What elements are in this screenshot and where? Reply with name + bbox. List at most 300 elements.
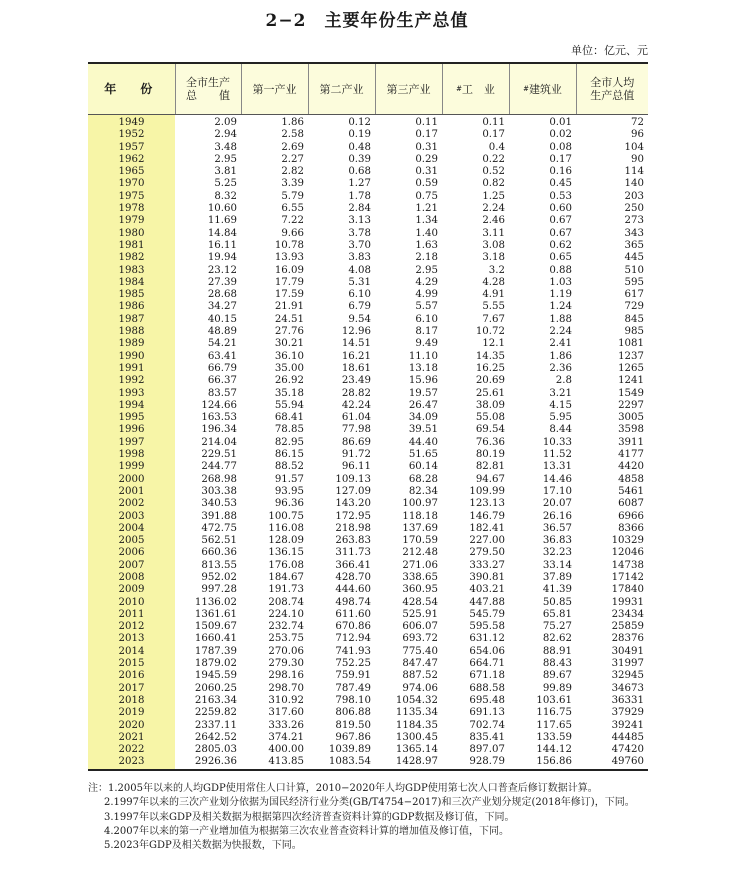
value-cell: 244.77 (201, 461, 237, 473)
col-header-construction: #建筑业 (509, 63, 576, 115)
value-cell: 100.75 (268, 510, 304, 522)
value-cell: 88.43 (542, 658, 572, 670)
value-cell: 19.94 (207, 252, 237, 264)
value-cell: 611.60 (335, 608, 371, 620)
unit-label: 单位：亿元、元 (571, 44, 648, 57)
value-cell: 8.44 (549, 424, 572, 436)
value-cell: 51.65 (408, 449, 438, 461)
value-cell: 83.57 (207, 387, 237, 399)
year-cell: 1957 (88, 142, 175, 154)
year-cell: 1999 (88, 461, 175, 473)
value-cell: 39.51 (408, 424, 438, 436)
value-cell: 34.27 (207, 301, 237, 313)
value-cell: 0.17 (549, 153, 572, 165)
table-row (88, 277, 648, 289)
year-cell: 2007 (88, 560, 175, 572)
table-row (88, 301, 648, 313)
value-cell: 11.10 (408, 350, 438, 362)
table-row (88, 388, 648, 400)
table-row (88, 115, 648, 130)
table-row (88, 154, 648, 166)
value-cell: 10.72 (475, 326, 505, 338)
value-cell: 18.61 (341, 362, 371, 374)
value-cell: 8.32 (214, 190, 237, 202)
value-cell: 27.39 (207, 276, 237, 288)
value-cell: 124.66 (201, 399, 237, 411)
value-cell: 2.36 (549, 362, 572, 374)
value-cell: 0.11 (482, 117, 505, 128)
value-cell: 25859 (611, 621, 644, 633)
value-cell: 27.76 (274, 326, 304, 338)
value-cell: 0.82 (482, 178, 505, 190)
value-cell: 12.96 (341, 326, 371, 338)
value-cell: 1237 (618, 350, 644, 362)
value-cell: 114 (624, 166, 644, 178)
value-cell: 250 (624, 203, 644, 215)
value-cell: 103.61 (536, 694, 572, 706)
value-cell: 3.21 (549, 387, 572, 399)
year-cell: 1965 (88, 166, 175, 178)
value-cell: 0.12 (348, 117, 371, 128)
value-cell: 208.74 (268, 596, 304, 608)
value-cell: 0.53 (549, 190, 572, 202)
value-cell: 1.86 (281, 117, 304, 128)
value-cell: 30.21 (274, 338, 304, 350)
value-cell: 8.17 (415, 326, 438, 338)
value-cell: 279.30 (268, 658, 304, 670)
value-cell: 24.51 (274, 313, 304, 325)
table-header-row (88, 63, 648, 115)
value-cell: 47420 (611, 744, 644, 756)
value-cell: 116.75 (536, 707, 572, 719)
value-cell: 365 (624, 239, 644, 251)
value-cell: 11.52 (542, 449, 572, 461)
value-cell: 806.88 (335, 707, 371, 719)
value-cell: 444.60 (335, 584, 371, 596)
value-cell: 974.06 (402, 682, 438, 694)
value-cell: 3.2 (488, 264, 505, 276)
year-cell: 2001 (88, 486, 175, 498)
value-cell: 0.75 (415, 190, 438, 202)
value-cell: 7.22 (281, 215, 304, 227)
value-cell: 775.40 (402, 645, 438, 657)
value-cell: 218.98 (335, 522, 371, 534)
table-row (88, 744, 648, 756)
value-cell: 36.57 (542, 522, 572, 534)
value-cell: 2163.34 (194, 694, 237, 706)
table-row (88, 474, 648, 486)
value-cell: 400.00 (268, 744, 304, 756)
value-cell: 1787.39 (194, 645, 237, 657)
table-row (88, 621, 648, 633)
value-cell: 232.74 (268, 621, 304, 633)
value-cell: 273 (624, 215, 644, 227)
table-row (88, 449, 648, 461)
value-cell: 0.39 (348, 153, 371, 165)
value-cell: 340.53 (201, 498, 237, 510)
table-row (88, 363, 648, 375)
value-cell: 9.54 (348, 313, 371, 325)
value-cell: 214.04 (201, 436, 237, 448)
value-cell: 176.08 (268, 559, 304, 571)
value-cell: 66.79 (207, 362, 237, 374)
value-cell: 787.49 (335, 682, 371, 694)
value-cell: 12046 (611, 547, 644, 559)
value-cell: 1.19 (549, 289, 572, 301)
year-cell: 2015 (88, 658, 175, 670)
year-cell: 2002 (88, 498, 175, 510)
value-cell: 525.91 (402, 608, 438, 620)
value-cell: 6087 (618, 498, 644, 510)
value-cell: 374.21 (268, 731, 304, 743)
value-cell: 0.17 (482, 129, 505, 141)
year-cell: 1983 (88, 265, 175, 277)
value-cell: 1265 (618, 362, 644, 374)
table-row (88, 326, 648, 338)
year-cell: 1997 (88, 437, 175, 449)
col-header-per-capita: 全市人均 生产总值 (576, 63, 648, 115)
table-row (88, 375, 648, 387)
value-cell: 0.01 (549, 117, 572, 128)
value-cell: 3.39 (281, 178, 304, 190)
value-cell: 136.15 (268, 547, 304, 559)
value-cell: 75.27 (542, 621, 572, 633)
footnote: 5.2023年GDP及相关数据为快报数，下同。 (104, 840, 302, 852)
value-cell: 143.20 (335, 498, 371, 510)
value-cell: 26.16 (542, 510, 572, 522)
value-cell: 835.41 (469, 731, 505, 743)
value-cell: 19931 (611, 596, 644, 608)
value-cell: 0.62 (549, 239, 572, 251)
value-cell: 0.48 (348, 141, 371, 153)
value-cell: 1039.89 (328, 744, 371, 756)
table-row (88, 584, 648, 596)
value-cell: 91.57 (274, 473, 304, 485)
value-cell: 13.31 (542, 461, 572, 473)
value-cell: 5.57 (415, 301, 438, 313)
value-cell: 28.82 (341, 387, 371, 399)
value-cell: 997.28 (201, 584, 237, 596)
value-cell: 88.52 (274, 461, 304, 473)
value-cell: 224.10 (268, 608, 304, 620)
value-cell: 1660.41 (194, 633, 237, 645)
value-cell: 545.79 (469, 608, 505, 620)
year-cell: 2003 (88, 511, 175, 523)
value-cell: 6.79 (348, 301, 371, 313)
value-cell: 298.16 (268, 670, 304, 682)
value-cell: 253.75 (268, 633, 304, 645)
value-cell: 1.03 (549, 276, 572, 288)
table-row (88, 560, 648, 572)
value-cell: 391.88 (201, 510, 237, 522)
year-cell: 1979 (88, 215, 175, 227)
value-cell: 2.84 (348, 203, 371, 215)
table-row (88, 572, 648, 584)
value-cell: 4.15 (549, 399, 572, 411)
table-row (88, 732, 648, 744)
year-cell: 1949 (88, 115, 175, 130)
value-cell: 752.25 (335, 658, 371, 670)
value-cell: 5.95 (549, 412, 572, 424)
value-cell: 311.73 (335, 547, 371, 559)
value-cell: 1.21 (415, 203, 438, 215)
value-cell: 562.51 (201, 535, 237, 547)
value-cell: 86.69 (341, 436, 371, 448)
value-cell: 3598 (618, 424, 644, 436)
table-row (88, 437, 648, 449)
value-cell: 88.91 (542, 645, 572, 657)
year-cell: 1987 (88, 314, 175, 326)
value-cell: 133.59 (536, 731, 572, 743)
value-cell: 712.94 (335, 633, 371, 645)
value-cell: 61.04 (341, 412, 371, 424)
value-cell: 44.40 (408, 436, 438, 448)
year-cell: 2013 (88, 633, 175, 645)
value-cell: 631.12 (469, 633, 505, 645)
value-cell: 104 (624, 141, 644, 153)
year-cell: 1986 (88, 301, 175, 313)
value-cell: 137.69 (402, 522, 438, 534)
value-cell: 15.96 (408, 375, 438, 387)
value-cell: 798.10 (335, 694, 371, 706)
value-cell: 2297 (618, 399, 644, 411)
value-cell: 390.81 (469, 571, 505, 583)
year-cell: 1981 (88, 240, 175, 252)
value-cell: 3.18 (482, 252, 505, 264)
value-cell: 333.26 (268, 719, 304, 731)
value-cell: 317.60 (268, 707, 304, 719)
value-cell: 5.25 (214, 178, 237, 190)
value-cell: 2.58 (281, 129, 304, 141)
year-cell: 1980 (88, 228, 175, 240)
year-cell: 2005 (88, 535, 175, 547)
value-cell: 0.31 (415, 141, 438, 153)
value-cell: 303.38 (201, 485, 237, 497)
value-cell: 729 (624, 301, 644, 313)
value-cell: 72 (631, 117, 644, 128)
value-cell: 65.81 (542, 608, 572, 620)
value-cell: 1361.61 (194, 608, 237, 620)
value-cell: 212.48 (402, 547, 438, 559)
value-cell: 6.55 (281, 203, 304, 215)
value-cell: 4177 (618, 449, 644, 461)
value-cell: 1.34 (415, 215, 438, 227)
value-cell: 14738 (611, 559, 644, 571)
year-cell: 2011 (88, 609, 175, 621)
col-header-gdp: 全市生产 总 值 (175, 63, 241, 115)
value-cell: 37.89 (542, 571, 572, 583)
year-cell: 2019 (88, 707, 175, 719)
value-cell: 0.67 (549, 227, 572, 239)
value-cell: 3.11 (482, 227, 505, 239)
value-cell: 229.51 (201, 449, 237, 461)
table-row (88, 215, 648, 227)
value-cell: 38.09 (475, 399, 505, 411)
value-cell: 36.83 (542, 535, 572, 547)
value-cell: 2.24 (482, 203, 505, 215)
year-cell: 1975 (88, 191, 175, 203)
table-row (88, 424, 648, 436)
value-cell: 10329 (611, 535, 644, 547)
value-cell: 54.21 (207, 338, 237, 350)
value-cell: 2.95 (415, 264, 438, 276)
value-cell: 14.84 (207, 227, 237, 239)
year-cell: 1962 (88, 154, 175, 166)
value-cell: 2.8 (555, 375, 572, 387)
value-cell: 78.85 (274, 424, 304, 436)
table-row (88, 523, 648, 535)
value-cell: 109.13 (335, 473, 371, 485)
value-cell: 16.11 (207, 239, 237, 251)
value-cell: 4.08 (348, 264, 371, 276)
year-cell: 1978 (88, 203, 175, 215)
value-cell: 16.25 (475, 362, 505, 374)
value-cell: 3.81 (214, 166, 237, 178)
value-cell: 93.95 (274, 485, 304, 497)
value-cell: 82.62 (542, 633, 572, 645)
table-row (88, 338, 648, 350)
value-cell: 413.85 (241, 756, 308, 769)
table-row (88, 756, 648, 769)
value-cell: 2.27 (281, 153, 304, 165)
year-cell: 2010 (88, 597, 175, 609)
value-cell: 695.48 (469, 694, 505, 706)
value-cell: 1136.02 (194, 596, 237, 608)
value-cell: 7.67 (482, 313, 505, 325)
value-cell: 94.67 (475, 473, 505, 485)
year-cell: 1993 (88, 388, 175, 400)
year-cell: 2018 (88, 695, 175, 707)
table-row (88, 695, 648, 707)
year-cell: 1992 (88, 375, 175, 387)
value-cell: 1.63 (415, 239, 438, 251)
value-cell: 13.93 (274, 252, 304, 264)
value-cell: 0.19 (348, 129, 371, 141)
value-cell: 263.83 (335, 535, 371, 547)
value-cell: 23.12 (207, 264, 237, 276)
footnote: 注：1.2005年以来的人均GDP使用常住人口计算，2010−2020年人均GDP使用第七次人口普查后修订数据计算。 (88, 783, 598, 794)
value-cell: 14.51 (341, 338, 371, 350)
value-cell: 26.92 (274, 375, 304, 387)
value-cell: 96 (631, 129, 644, 141)
value-cell: 32945 (611, 670, 644, 682)
value-cell: 66.37 (207, 375, 237, 387)
value-cell: 55.08 (475, 412, 505, 424)
value-cell: 0.60 (549, 203, 572, 215)
value-cell: 9.66 (281, 227, 304, 239)
value-cell: 28.68 (207, 289, 237, 301)
value-cell: 11.69 (207, 215, 237, 227)
value-cell: 203 (624, 190, 644, 202)
value-cell: 3911 (618, 436, 644, 448)
table-row (88, 658, 648, 670)
table-row (88, 707, 648, 719)
value-cell: 116.08 (268, 522, 304, 534)
value-cell: 5.55 (482, 301, 505, 313)
value-cell: 1.25 (482, 190, 505, 202)
value-cell: 82.81 (475, 461, 505, 473)
value-cell: 2.46 (482, 215, 505, 227)
value-cell: 80.19 (475, 449, 505, 461)
value-cell: 0.29 (415, 153, 438, 165)
value-cell: 2926.36 (175, 756, 241, 769)
value-cell: 664.71 (469, 658, 505, 670)
value-cell: 967.86 (335, 731, 371, 743)
value-cell: 128.09 (268, 535, 304, 547)
value-cell: 0.59 (415, 178, 438, 190)
table-row (88, 720, 648, 732)
value-cell: 606.07 (402, 621, 438, 633)
value-cell: 10.60 (207, 203, 237, 215)
col-header-year: 年 份 (88, 63, 175, 115)
value-cell: 6966 (618, 510, 644, 522)
value-cell: 2060.25 (194, 682, 237, 694)
value-cell: 0.68 (348, 166, 371, 178)
value-cell: 89.67 (542, 670, 572, 682)
value-cell: 0.17 (415, 129, 438, 141)
value-cell: 117.65 (536, 719, 572, 731)
value-cell: 68.28 (408, 473, 438, 485)
year-cell: 1970 (88, 178, 175, 190)
value-cell: 227.00 (469, 535, 505, 547)
table-row (88, 203, 648, 215)
year-cell: 1991 (88, 363, 175, 375)
value-cell: 4.91 (482, 289, 505, 301)
year-cell: 1990 (88, 351, 175, 363)
value-cell: 3.13 (348, 215, 371, 227)
table-row (88, 178, 648, 190)
value-cell: 1365.14 (395, 744, 438, 756)
footnote: 4.2007年以来的第一产业增加值为根据第三次农业普查资料计算的增加值及修订值，下同。 (104, 825, 509, 837)
value-cell: 10.78 (274, 239, 304, 251)
value-cell: 366.41 (335, 559, 371, 571)
value-cell: 20.69 (475, 375, 505, 387)
value-cell: 16.09 (274, 264, 304, 276)
value-cell: 1509.67 (194, 621, 237, 633)
value-cell: 33.14 (542, 559, 572, 571)
value-cell: 34.09 (408, 412, 438, 424)
value-cell: 35.00 (274, 362, 304, 374)
year-cell: 1994 (88, 400, 175, 412)
value-cell: 17840 (611, 584, 644, 596)
value-cell: 8366 (618, 522, 644, 534)
value-cell: 14.46 (542, 473, 572, 485)
value-cell: 3.08 (482, 239, 505, 251)
value-cell: 0.67 (549, 215, 572, 227)
value-cell: 0.4 (488, 141, 505, 153)
value-cell: 17.10 (542, 485, 572, 497)
value-cell: 1879.02 (194, 658, 237, 670)
value-cell: 310.92 (268, 694, 304, 706)
footnote: 2.1997年以来的三次产业划分依据为国民经济行业分类(GB/T4754−2017)和三次产业划分规定(2018年修订)，下同。 (104, 797, 635, 809)
col-header-primary: 第一产业 (241, 63, 308, 115)
value-cell: 279.50 (469, 547, 505, 559)
value-cell: 897.07 (469, 744, 505, 756)
value-cell: 3.70 (348, 239, 371, 251)
value-cell: 37929 (611, 707, 644, 719)
value-cell: 343 (624, 227, 644, 239)
value-cell: 654.06 (469, 645, 505, 657)
value-cell: 0.52 (482, 166, 505, 178)
value-cell: 50.85 (542, 596, 572, 608)
value-cell: 3.83 (348, 252, 371, 264)
value-cell: 82.95 (274, 436, 304, 448)
value-cell: 96.11 (341, 461, 371, 473)
value-cell: 69.54 (475, 424, 505, 436)
value-cell: 41.39 (542, 584, 572, 596)
col-header-tertiary: 第三产业 (375, 63, 442, 115)
value-cell: 3005 (618, 412, 644, 424)
